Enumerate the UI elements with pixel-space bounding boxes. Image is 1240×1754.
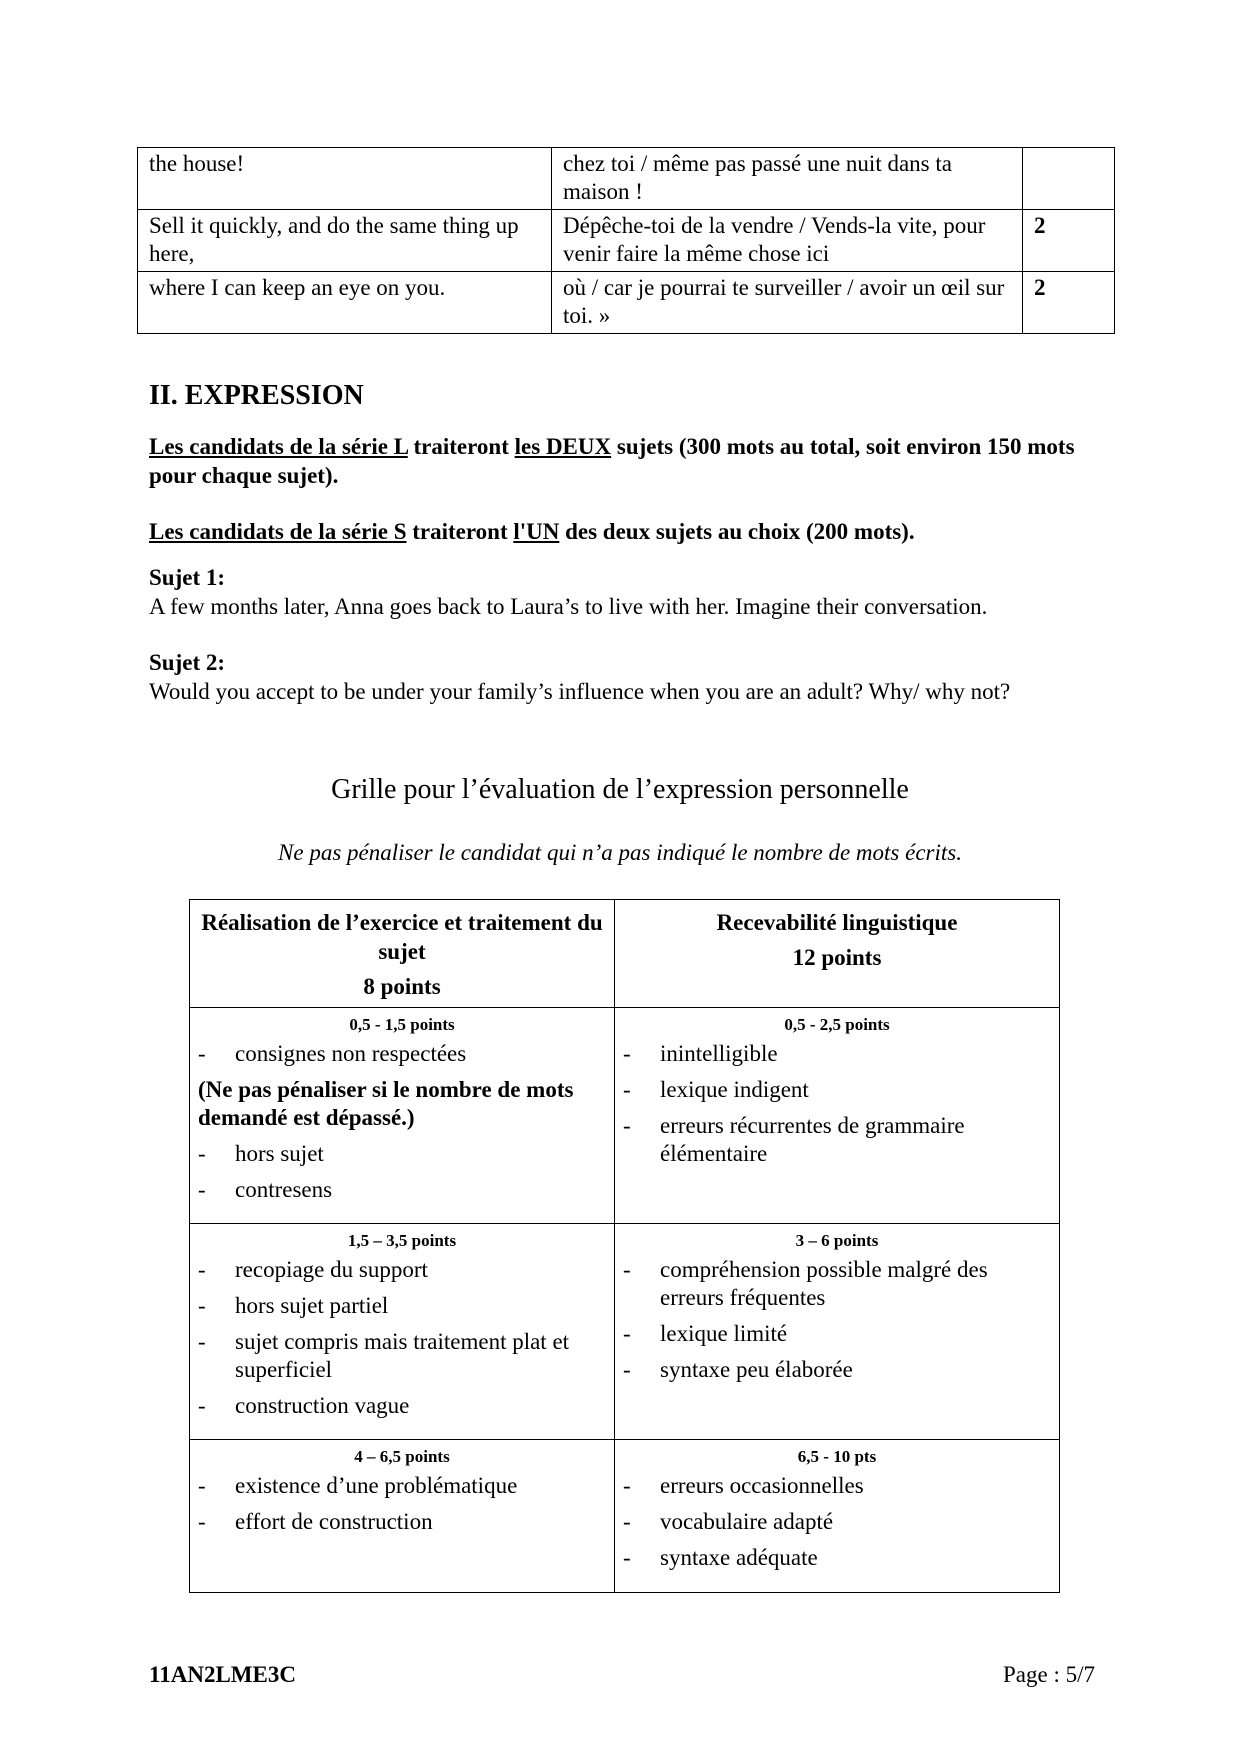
col1-header-title: Réalisation de l’exercice et traitement du sujet	[201, 910, 603, 964]
serie-l-emphasis: les DEUX	[514, 434, 612, 459]
col2-header-title: Recevabilité linguistique	[716, 910, 958, 935]
sujet-2-text: Would you accept to be under your family’s influence when you are an adult? Why/ why not?	[149, 679, 1011, 704]
list-item: - vocabulaire adapté	[623, 1509, 834, 1534]
table-row	[138, 272, 1115, 334]
col2-header-points: 12 points	[792, 945, 882, 970]
list-item: - inintelligible	[623, 1041, 778, 1066]
grid-row	[190, 1008, 1060, 1224]
grid-row	[190, 1224, 1060, 1440]
list-item: - recopiage du support	[198, 1257, 428, 1282]
band-label: 0,5 - 2,5 points	[784, 1015, 890, 1034]
source-cell: where I can keep an eye on you.	[138, 272, 552, 334]
grid-cell-left	[190, 1224, 615, 1440]
grid-cell-left	[190, 1008, 615, 1224]
table-row	[138, 210, 1115, 272]
serie-s-instruction	[149, 517, 1109, 546]
col1-header-points: 8 points	[363, 974, 441, 999]
list-item: - compréhension possible malgré des erreurs fréquentes	[623, 1257, 988, 1310]
source-cell: Sell it quickly, and do the same thing up here,	[138, 210, 552, 272]
evaluation-grid	[189, 899, 1060, 1593]
grid-header-row	[190, 900, 1060, 1008]
grid-cell-right	[615, 1440, 1060, 1593]
translation-cell: chez toi / même pas passé une nuit dans ta maison !	[552, 148, 1023, 210]
band-label: 1,5 – 3,5 points	[347, 1231, 457, 1250]
serie-l-text-1: traiteront	[407, 434, 515, 459]
list-item: - lexique indigent	[623, 1077, 809, 1102]
band-label: 6,5 - 10 pts	[797, 1447, 877, 1466]
grid-title: Grille pour l’évaluation de l’expression personnelle	[331, 774, 909, 805]
list-item: - syntaxe peu élaborée	[623, 1357, 853, 1382]
list-item: - effort de construction	[198, 1509, 433, 1534]
section-title: II. EXPRESSION	[149, 380, 364, 411]
grid-row	[190, 1440, 1060, 1593]
list-item: - erreurs occasionnelles	[623, 1473, 864, 1498]
translation-cell: où / car je pourrai te surveiller / avoir un œil sur toi. »	[552, 272, 1023, 334]
serie-s-text-2: des deux sujets au choix (200 mots).	[559, 519, 915, 544]
grid-note: Ne pas pénaliser le candidat qui n’a pas indiqué le nombre de mots écrits.	[278, 840, 962, 865]
points-cell: 2	[1023, 210, 1115, 272]
grid-cell-left	[190, 1440, 615, 1593]
list-item: - erreurs récurrentes de grammaire élémentaire	[623, 1113, 965, 1166]
list-item: - consignes non respectées	[198, 1041, 467, 1066]
list-item: - construction vague	[198, 1393, 410, 1418]
sujet-1-text: A few months later, Anna goes back to Laura’s to live with her. Imagine their conversation.	[149, 594, 988, 619]
serie-l-instruction	[149, 432, 1089, 490]
sujet-2-label: Sujet 2:	[149, 650, 226, 675]
list-item: - hors sujet partiel	[198, 1293, 389, 1318]
document-code: 11AN2LME3C	[149, 1662, 296, 1687]
serie-l-label: Les candidats de la série L	[149, 434, 408, 459]
source-cell: the house!	[138, 148, 552, 210]
grid-cell-note: (Ne pas pénaliser si le nombre de mots demandé est dépassé.)	[198, 1077, 574, 1130]
col1-header	[190, 900, 615, 1008]
translation-table	[137, 147, 1115, 334]
band-label: 4 – 6,5 points	[354, 1447, 450, 1466]
list-item: - contresens	[198, 1177, 333, 1202]
points-cell	[1023, 148, 1115, 210]
list-item: - sujet compris mais traitement plat et superficiel	[198, 1329, 570, 1382]
list-item: - existence d’une problématique	[198, 1473, 518, 1498]
serie-s-emphasis: l'UN	[513, 519, 560, 544]
sujet-1-label: Sujet 1:	[149, 565, 226, 590]
band-label: 0,5 - 1,5 points	[349, 1015, 455, 1034]
band-label: 3 – 6 points	[795, 1231, 879, 1250]
translation-cell: Dépêche-toi de la vendre / Vends-la vite, pour venir faire la même chose ici	[552, 210, 1023, 272]
serie-s-text-1: traiteront	[406, 519, 514, 544]
list-item: - lexique limité	[623, 1321, 788, 1346]
list-item: - syntaxe adéquate	[623, 1545, 818, 1570]
page-number: Page : 5/7	[1003, 1662, 1095, 1687]
list-item: - hors sujet	[198, 1141, 324, 1166]
points-cell: 2	[1023, 272, 1115, 334]
table-row	[138, 148, 1115, 210]
grid-cell-right	[615, 1008, 1060, 1224]
serie-l-text-2: sujets (300 mots au total, soit environ 150 mots pour chaque sujet).	[149, 434, 1075, 488]
serie-s-label: Les candidats de la série S	[149, 519, 407, 544]
col2-header	[615, 900, 1060, 1008]
grid-cell-right	[615, 1224, 1060, 1440]
